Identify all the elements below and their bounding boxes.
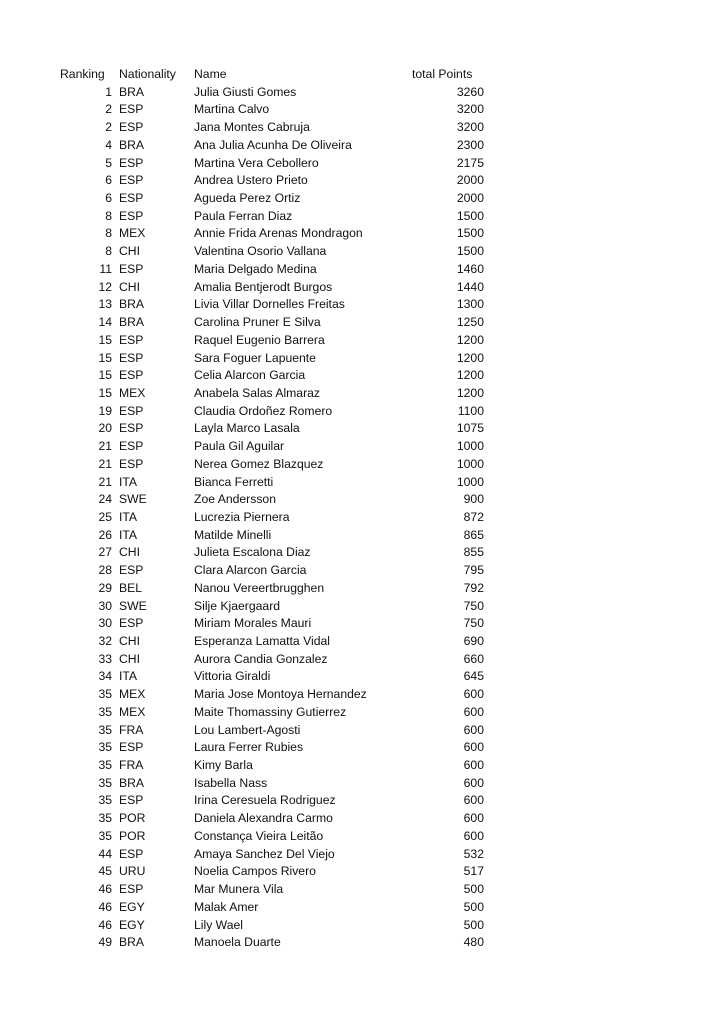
ranking-cell: 4 [105, 137, 112, 152]
table-row [0, 279, 724, 297]
table-row [0, 190, 724, 208]
ranking-cell: 12 [98, 279, 112, 294]
points-cell: 1500 [456, 208, 484, 223]
table-row [0, 615, 724, 633]
name-cell: Lou Lambert-Agosti [194, 722, 301, 737]
table-row [0, 917, 724, 935]
table-row [0, 775, 724, 793]
points-cell: 532 [463, 846, 484, 861]
header-ranking: Ranking [60, 67, 105, 81]
points-cell: 1500 [456, 226, 484, 241]
table-row [0, 84, 724, 102]
name-cell: Manoela Duarte [194, 935, 281, 950]
table-row [0, 651, 724, 669]
ranking-cell: 35 [98, 740, 112, 755]
nationality-cell: BRA [119, 315, 145, 330]
ranking-cell: 15 [98, 368, 112, 383]
header-nationality: Nationality [119, 67, 176, 81]
ranking-cell: 46 [98, 882, 112, 897]
points-cell: 1300 [456, 297, 484, 312]
ranking-cell: 46 [98, 917, 112, 932]
table-row [0, 863, 724, 881]
name-cell: Paula Ferran Diaz [194, 208, 293, 223]
ranking-cell: 35 [98, 758, 112, 773]
ranking-cell: 28 [98, 563, 112, 578]
nationality-cell: ESP [119, 173, 144, 188]
nationality-cell: ITA [119, 669, 138, 684]
name-cell: Esperanza Lamatta Vidal [194, 634, 330, 648]
nationality-cell: CHI [119, 279, 140, 294]
nationality-cell: ESP [119, 616, 144, 631]
name-cell: Vittoria Giraldi [194, 669, 271, 684]
table-row [0, 580, 724, 598]
ranking-cell: 2 [105, 120, 112, 135]
ranking-cell: 8 [105, 244, 112, 259]
ranking-cell: 8 [105, 208, 112, 223]
nationality-cell: ESP [119, 261, 144, 276]
table-row [0, 225, 724, 243]
points-cell: 865 [463, 527, 484, 542]
name-cell: Raquel Eugenio Barrera [194, 332, 325, 347]
name-cell: Jana Montes Cabruja [194, 120, 310, 135]
name-cell: Julia Giusti Gomes [194, 84, 297, 99]
ranking-cell: 19 [98, 403, 112, 418]
ranking-cell: 44 [98, 846, 112, 861]
points-cell: 1200 [456, 385, 484, 400]
nationality-cell: URU [119, 864, 146, 879]
name-cell: Noelia Campos Rivero [194, 864, 316, 879]
table-row [0, 119, 724, 137]
points-cell: 1075 [456, 421, 484, 436]
ranking-cell: 46 [98, 899, 112, 914]
points-cell: 750 [463, 598, 484, 613]
nationality-cell: BRA [119, 297, 145, 312]
points-cell: 660 [463, 651, 484, 666]
table-row [0, 633, 724, 651]
nationality-cell: BEL [119, 580, 143, 595]
name-cell: Clara Alarcon Garcia [194, 563, 307, 578]
nationality-cell: EGY [119, 899, 145, 914]
table-row [0, 934, 724, 952]
nationality-cell: BRA [119, 84, 145, 99]
name-cell: Bianca Ferretti [194, 474, 274, 489]
table-row [0, 350, 724, 368]
table-row [0, 456, 724, 474]
points-cell: 600 [463, 740, 484, 755]
name-cell: Andrea Ustero Prieto [194, 173, 308, 188]
table-row [0, 332, 724, 350]
name-cell: Celia Alarcon Garcia [194, 368, 306, 383]
points-cell: 645 [463, 669, 484, 684]
name-cell: Ana Julia Acunha De Oliveira [194, 137, 352, 152]
name-cell: Kimy Barla [194, 758, 253, 773]
nationality-cell: MEX [119, 226, 146, 241]
nationality-cell: ITA [119, 509, 138, 524]
nationality-cell: ESP [119, 882, 144, 897]
nationality-cell: SWE [119, 598, 147, 613]
ranking-cell: 27 [98, 545, 112, 560]
points-cell: 600 [463, 704, 484, 719]
name-cell: Julieta Escalona Diaz [194, 545, 311, 560]
table-row [0, 474, 724, 492]
ranking-cell: 2 [105, 102, 112, 117]
ranking-cell: 30 [98, 616, 112, 631]
nationality-cell: ESP [119, 793, 144, 808]
points-cell: 2175 [456, 155, 484, 170]
ranking-cell: 25 [98, 509, 112, 524]
points-cell: 792 [463, 580, 484, 595]
table-row [0, 828, 724, 846]
points-cell: 2300 [456, 137, 484, 152]
table-row [0, 314, 724, 332]
nationality-cell: ITA [119, 527, 138, 542]
nationality-cell: CHI [119, 244, 140, 259]
nationality-cell: ESP [119, 846, 144, 861]
ranking-cell: 8 [105, 226, 112, 241]
points-cell: 1250 [456, 315, 484, 330]
points-cell: 750 [463, 616, 484, 631]
nationality-cell: CHI [119, 651, 140, 666]
table-row [0, 757, 724, 775]
points-cell: 600 [463, 793, 484, 808]
points-cell: 1200 [456, 332, 484, 347]
points-cell: 1100 [457, 403, 484, 418]
table-row [0, 704, 724, 722]
ranking-cell: 30 [98, 598, 112, 613]
points-cell: 1000 [456, 456, 484, 471]
name-cell: Amaya Sanchez Del Viejo [194, 846, 335, 861]
table-row [0, 527, 724, 545]
table-row [0, 739, 724, 757]
points-cell: 600 [463, 811, 484, 826]
name-cell: Maite Thomassiny Gutierrez [194, 704, 347, 719]
points-cell: 600 [463, 722, 484, 737]
header-row [0, 66, 724, 84]
name-cell: Valentina Osorio Vallana [194, 244, 327, 259]
points-cell: 855 [463, 545, 484, 560]
table-row [0, 243, 724, 261]
name-cell: Lily Wael [194, 917, 243, 932]
ranking-cell: 35 [98, 704, 112, 719]
points-cell: 500 [463, 899, 484, 914]
table-row [0, 491, 724, 509]
table-row [0, 137, 724, 155]
name-cell: Carolina Pruner E Silva [194, 315, 321, 330]
name-cell: Paula Gil Aguilar [194, 439, 285, 454]
nationality-cell: ESP [119, 350, 144, 365]
nationality-cell: MEX [119, 687, 146, 702]
name-cell: Sara Foguer Lapuente [194, 350, 316, 365]
ranking-cell: 35 [98, 687, 112, 702]
points-cell: 872 [463, 509, 484, 524]
points-cell: 600 [463, 828, 484, 843]
name-cell: Annie Frida Arenas Mondragon [194, 226, 363, 241]
name-cell: Livia Villar Dornelles Freitas [194, 297, 345, 312]
name-cell: Aurora Candia Gonzalez [194, 651, 328, 666]
name-cell: Silje Kjaergaard [194, 598, 281, 613]
name-cell: Maria Jose Montoya Hernandez [194, 687, 367, 702]
table-row [0, 881, 724, 899]
nationality-cell: ESP [119, 191, 144, 206]
ranking-cell: 35 [98, 793, 112, 808]
table-row [0, 208, 724, 226]
table-row [0, 403, 724, 421]
nationality-cell: SWE [119, 492, 147, 507]
nationality-cell: MEX [119, 704, 146, 719]
name-cell: Amalia Bentjerodt Burgos [194, 279, 333, 294]
name-cell: Mar Munera Vila [194, 882, 284, 897]
nationality-cell: ESP [119, 120, 144, 135]
ranking-cell: 26 [98, 527, 112, 542]
ranking-cell: 21 [98, 474, 112, 489]
points-cell: 690 [463, 634, 484, 648]
points-cell: 1000 [456, 439, 484, 454]
ranking-cell: 34 [98, 669, 112, 684]
table-row [0, 562, 724, 580]
points-cell: 480 [463, 935, 484, 950]
ranking-cell: 35 [98, 828, 112, 843]
table-row [0, 810, 724, 828]
ranking-cell: 15 [98, 350, 112, 365]
table-row [0, 420, 724, 438]
points-cell: 1000 [456, 474, 484, 489]
points-cell: 1500 [456, 244, 484, 259]
nationality-cell: BRA [119, 775, 145, 790]
ranking-cell: 33 [98, 651, 112, 666]
points-cell: 1440 [456, 279, 484, 294]
table-row [0, 296, 724, 314]
name-cell: Zoe Andersson [194, 492, 276, 507]
points-cell: 3260 [456, 84, 484, 99]
table-row [0, 846, 724, 864]
name-cell: Constança Vieira Leitão [194, 828, 324, 843]
nationality-cell: ESP [119, 332, 144, 347]
name-cell: Agueda Perez Ortiz [194, 191, 301, 206]
ranking-cell: 11 [99, 261, 112, 276]
points-cell: 500 [463, 917, 484, 932]
ranking-table [0, 66, 724, 952]
table-row [0, 367, 724, 385]
nationality-cell: FRA [119, 722, 144, 737]
name-cell: Isabella Nass [194, 775, 268, 790]
ranking-cell: 21 [98, 456, 112, 471]
ranking-cell: 32 [98, 634, 112, 648]
nationality-cell: MEX [119, 385, 146, 400]
name-cell: Lucrezia Piernera [194, 509, 290, 524]
nationality-cell: ESP [119, 102, 144, 117]
table-row [0, 722, 724, 740]
table-row [0, 385, 724, 403]
ranking-cell: 49 [98, 935, 112, 950]
points-cell: 3200 [456, 120, 484, 135]
points-cell: 1200 [456, 368, 484, 383]
name-cell: Martina Vera Cebollero [194, 155, 319, 170]
nationality-cell: ESP [119, 368, 144, 383]
header-name: Name [194, 67, 227, 81]
name-cell: Daniela Alexandra Carmo [194, 811, 333, 826]
nationality-cell: ESP [119, 421, 144, 436]
ranking-cell: 35 [98, 775, 112, 790]
ranking-cell: 45 [98, 864, 112, 879]
name-cell: Maria Delgado Medina [194, 261, 317, 276]
table-body [0, 84, 724, 952]
table-row [0, 686, 724, 704]
nationality-cell: ITA [119, 474, 138, 489]
nationality-cell: POR [119, 828, 146, 843]
name-cell: Nanou Vereertbrugghen [194, 580, 325, 595]
name-cell: Irina Ceresuela Rodriguez [194, 793, 336, 808]
ranking-cell: 14 [98, 315, 112, 330]
points-cell: 1200 [456, 350, 484, 365]
points-cell: 2000 [456, 191, 484, 206]
ranking-cell: 15 [98, 385, 112, 400]
table-row [0, 509, 724, 527]
ranking-cell: 6 [105, 191, 112, 206]
nationality-cell: ESP [119, 740, 144, 755]
nationality-cell: ESP [119, 456, 144, 471]
nationality-cell: ESP [119, 563, 144, 578]
table-row [0, 261, 724, 279]
name-cell: Laura Ferrer Rubies [194, 740, 304, 755]
points-cell: 900 [463, 492, 484, 507]
table-row [0, 438, 724, 456]
nationality-cell: ESP [119, 155, 144, 170]
ranking-cell: 6 [105, 173, 112, 188]
nationality-cell: CHI [119, 634, 140, 648]
table-row [0, 792, 724, 810]
points-cell: 517 [463, 864, 484, 879]
name-cell: Malak Amer [194, 899, 259, 914]
ranking-cell: 20 [98, 421, 112, 436]
name-cell: Anabela Salas Almaraz [194, 385, 321, 400]
nationality-cell: POR [119, 811, 146, 826]
name-cell: Layla Marco Lasala [194, 421, 300, 436]
table-row [0, 172, 724, 190]
table-row [0, 544, 724, 562]
points-cell: 600 [463, 775, 484, 790]
points-cell: 1460 [456, 261, 484, 276]
points-cell: 2000 [456, 173, 484, 188]
ranking-cell: 1 [105, 84, 112, 99]
table-row [0, 598, 724, 616]
points-cell: 500 [463, 882, 484, 897]
table-row [0, 668, 724, 686]
nationality-cell: EGY [119, 917, 145, 932]
ranking-cell: 35 [98, 811, 112, 826]
ranking-cell: 15 [98, 332, 112, 347]
nationality-cell: ESP [119, 403, 144, 418]
header-total-points: total Points [412, 67, 473, 81]
nationality-cell: BRA [119, 935, 145, 950]
points-cell: 600 [463, 758, 484, 773]
ranking-cell: 13 [98, 297, 112, 312]
ranking-cell: 24 [98, 492, 112, 507]
name-cell: Matilde Minelli [194, 527, 272, 542]
ranking-cell: 5 [105, 155, 112, 170]
ranking-cell: 21 [98, 439, 112, 454]
nationality-cell: FRA [119, 758, 144, 773]
name-cell: Nerea Gomez Blazquez [194, 456, 324, 471]
points-cell: 3200 [456, 102, 484, 117]
points-cell: 795 [463, 563, 484, 578]
nationality-cell: BRA [119, 137, 145, 152]
nationality-cell: ESP [119, 439, 144, 454]
points-cell: 600 [463, 687, 484, 702]
name-cell: Martina Calvo [194, 102, 270, 117]
ranking-cell: 29 [98, 580, 112, 595]
table-row [0, 155, 724, 173]
nationality-cell: CHI [119, 545, 140, 560]
ranking-cell: 35 [98, 722, 112, 737]
table-row [0, 101, 724, 119]
name-cell: Claudia Ordoñez Romero [194, 403, 333, 418]
nationality-cell: ESP [119, 208, 144, 223]
table-row [0, 899, 724, 917]
name-cell: Miriam Morales Mauri [194, 616, 312, 631]
